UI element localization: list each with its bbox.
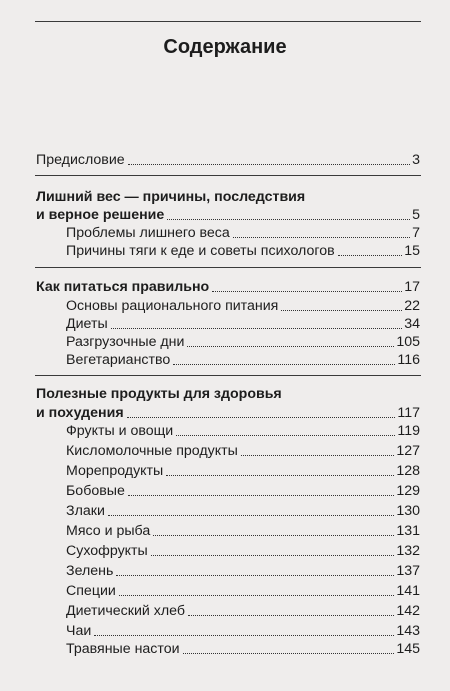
toc-entry-label: Диеты xyxy=(66,316,108,332)
section-divider xyxy=(35,267,421,268)
toc-entry xyxy=(66,560,420,580)
dot-leader xyxy=(119,595,395,596)
toc-entry-page: 117 xyxy=(397,405,420,421)
toc-entry-page: 22 xyxy=(404,298,420,314)
toc-entry xyxy=(66,313,420,333)
toc-entry xyxy=(66,222,420,242)
toc-entry-page: 131 xyxy=(396,523,420,539)
toc-entry xyxy=(66,520,420,540)
dot-leader xyxy=(151,555,395,556)
toc-entry-label: Мясо и рыба xyxy=(66,523,151,539)
toc-entry-page: 15 xyxy=(404,243,420,259)
toc-entry-label: Специи xyxy=(66,583,116,599)
toc-entry-page: 130 xyxy=(396,503,420,519)
dot-leader xyxy=(127,417,396,418)
toc-entry xyxy=(66,460,420,480)
dot-leader xyxy=(176,435,395,436)
toc-entry xyxy=(66,638,420,658)
toc-section-products xyxy=(36,402,420,422)
toc-section-overweight xyxy=(36,204,420,224)
toc-entry-label: Фрукты и овощи xyxy=(66,423,174,439)
toc-entry-page: 132 xyxy=(396,543,420,559)
toc-entry-label: Основы рационального питания xyxy=(66,298,279,314)
dot-leader xyxy=(188,615,394,616)
toc-entry xyxy=(66,540,420,560)
toc-entry xyxy=(66,349,420,369)
dot-leader xyxy=(212,291,402,292)
toc-entry-label: Разгрузочные дни xyxy=(66,334,185,350)
toc-entry xyxy=(66,620,420,640)
toc-section-heading-line1: Полезные продукты для здоровья xyxy=(36,386,282,402)
toc-entry-page: 128 xyxy=(396,463,420,479)
toc-entry-label: и верное решение xyxy=(36,207,165,223)
toc-entry xyxy=(66,295,420,315)
toc-entry-page: 17 xyxy=(404,279,420,295)
toc-entry xyxy=(66,440,420,460)
dot-leader xyxy=(338,255,403,256)
dot-leader xyxy=(166,475,394,476)
dot-leader xyxy=(281,310,402,311)
toc-entry-label: Проблемы лишнего веса xyxy=(66,225,230,241)
dot-leader xyxy=(187,346,394,347)
toc-entry-label: Зелень xyxy=(66,563,114,579)
toc-entry-page: 142 xyxy=(396,603,420,619)
toc-entry-label: Кисломолочные продукты xyxy=(66,443,238,459)
toc-entry-page: 145 xyxy=(396,641,420,657)
toc-section-heading-line1: Лишний вес — причины, последствия xyxy=(36,189,306,205)
toc-entry-label: Причины тяги к еде и советы психологов xyxy=(66,243,335,259)
toc-entry-label: Морепродукты xyxy=(66,463,164,479)
dot-leader xyxy=(111,328,403,329)
toc-entry-page: 119 xyxy=(397,423,420,439)
toc-entry xyxy=(66,420,420,440)
dot-leader xyxy=(183,653,395,654)
toc-entry-page: 3 xyxy=(412,152,420,168)
toc-entry-page: 5 xyxy=(412,207,420,223)
dot-leader xyxy=(116,575,394,576)
toc-entry-label: Сухофрукты xyxy=(66,543,148,559)
dot-leader xyxy=(241,455,395,456)
dot-leader xyxy=(108,515,394,516)
toc-entry xyxy=(66,480,420,500)
dot-leader xyxy=(94,635,394,636)
toc-entry-label: и похудения xyxy=(36,405,124,421)
toc-entry-label: Диетический хлеб xyxy=(66,603,185,619)
toc-entry-label: Бобовые xyxy=(66,483,125,499)
toc-entry-label: Как питаться правильно xyxy=(36,279,210,295)
dot-leader xyxy=(128,164,410,165)
toc-entry-page: 105 xyxy=(396,334,420,350)
toc-entry-label: Вегетарианство xyxy=(66,352,171,368)
toc-entry-label: Чаи xyxy=(66,623,92,639)
toc-entry-label: Предисловие xyxy=(36,152,125,168)
toc-entry-preface xyxy=(36,149,420,169)
toc-entry xyxy=(66,600,420,620)
toc-entry-label: Злаки xyxy=(66,503,105,519)
toc-entry-page: 116 xyxy=(397,352,420,368)
page-title: Содержание xyxy=(163,36,287,58)
dot-leader xyxy=(233,237,410,238)
section-divider xyxy=(35,375,421,376)
section-divider xyxy=(35,175,421,176)
toc-entry xyxy=(66,331,420,351)
toc-entry-page: 141 xyxy=(396,583,420,599)
toc-entry-page: 7 xyxy=(412,225,420,241)
toc-entry-page: 127 xyxy=(396,443,420,459)
toc-section-eating xyxy=(36,276,420,296)
toc-entry-page: 129 xyxy=(396,483,420,499)
toc-entry-page: 34 xyxy=(404,316,420,332)
dot-leader xyxy=(167,219,410,220)
top-rule xyxy=(35,21,421,22)
toc-entry-page: 137 xyxy=(396,563,420,579)
dot-leader xyxy=(153,535,394,536)
toc-entry-page: 143 xyxy=(396,623,420,639)
toc-entry xyxy=(66,500,420,520)
dot-leader xyxy=(128,495,394,496)
toc-entry xyxy=(66,580,420,600)
toc-entry xyxy=(66,240,420,260)
toc-entry-label: Травяные настои xyxy=(66,641,180,657)
dot-leader xyxy=(173,364,395,365)
